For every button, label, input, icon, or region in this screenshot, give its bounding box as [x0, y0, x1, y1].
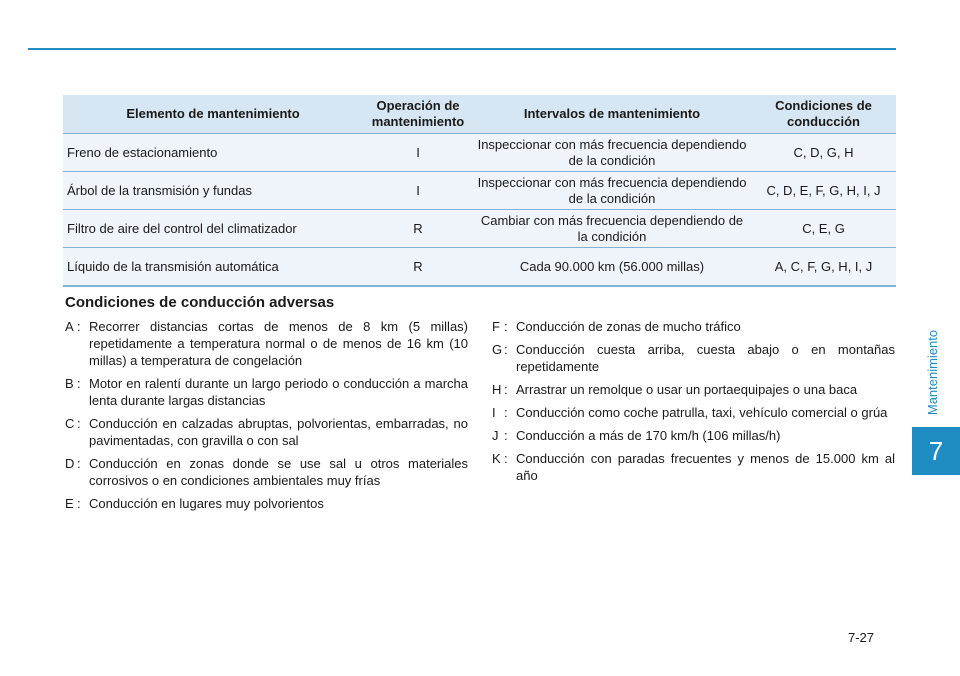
cell-interval: Cada 90.000 km (56.000 millas) [473, 248, 751, 287]
condition-text: Conducción como coche patrulla, taxi, vehículo comercial o grúa [516, 405, 888, 420]
cell-operation: I [363, 134, 473, 172]
cell-conditions: C, D, G, H [751, 134, 896, 172]
cell-operation: R [363, 210, 473, 248]
table-row [63, 134, 896, 172]
header-operation: Operación de mantenimiento [363, 95, 473, 134]
maintenance-table [63, 95, 896, 287]
condition-letter: E [65, 496, 74, 511]
cell-conditions: A, C, F, G, H, I, J [751, 248, 896, 287]
cell-conditions: C, D, E, F, G, H, I, J [751, 172, 896, 210]
cell-operation: I [363, 172, 473, 210]
top-divider [28, 48, 896, 50]
condition-text: Recorrer distancias cortas de menos de 8 km (5 millas) repetidamente a temperatura normal o de menos de 16 km (10 millas) a temperatura de congelación [89, 319, 468, 368]
chapter-tab [912, 427, 960, 475]
table-row [63, 210, 896, 248]
list-item: F : Conducción de zonas de mucho tráfico [492, 318, 895, 335]
condition-text: Conducción en zonas donde se use sal u otros materiales corrosivos o en condiciones ambientales muy frías [89, 456, 468, 488]
table-row [63, 172, 896, 210]
condition-text: Conducción en lugares muy polvorientos [89, 496, 324, 511]
cell-interval: Inspeccionar con más frecuencia dependiendo de la condición [473, 172, 751, 210]
condition-letter: B [65, 376, 74, 391]
list-item: J : Conducción a más de 170 km/h (106 millas/h) [492, 427, 895, 444]
condition-letter: G [492, 342, 503, 357]
list-item: K : Conducción con paradas frecuentes y menos de 15.000 km al año [492, 451, 895, 483]
condition-text: Conducción en calzadas abruptas, polvorientas, embarradas, no pavimentadas, con gravilla o con sal [89, 416, 468, 448]
condition-letter: A [65, 319, 74, 334]
cell-interval: Inspeccionar con más frecuencia dependiendo de la condición [473, 134, 751, 172]
condition-text: Arrastrar un remolque o usar un portaequipajes o una baca [516, 382, 858, 397]
list-item: E : Conducción en lugares muy polvorientos [65, 495, 468, 512]
condition-letter: C [65, 416, 75, 431]
condition-letter: D [65, 456, 75, 471]
condition-letter: I [492, 405, 496, 420]
table-header-row [63, 95, 896, 134]
cell-conditions: C, E, G [751, 210, 896, 248]
list-item: B : Motor en ralentí durante un largo periodo o conducción a marcha lenta durante largas distancias [65, 376, 468, 408]
condition-text: Motor en ralentí durante un largo periodo o conducción a marcha lenta durante largas distancias [89, 376, 468, 408]
cell-item: Líquido de la transmisión automática [63, 248, 363, 287]
cell-interval: Cambiar con más frecuencia dependiendo de la condición [473, 210, 751, 248]
condition-text: Conducción a más de 170 km/h (106 millas/h) [516, 428, 781, 443]
list-item: G : Conducción cuesta arriba, cuesta abajo o en montañas repetidamente [492, 342, 895, 374]
chapter-number: 7 [928, 435, 944, 466]
header-conditions: Condiciones de conducción [751, 95, 896, 134]
condition-text: Conducción cuesta arriba, cuesta abajo o en montañas repetidamente [516, 342, 895, 374]
condition-letter: K [492, 451, 501, 466]
cell-item: Árbol de la transmisión y fundas [63, 172, 363, 210]
conditions-list-right [492, 318, 895, 490]
condition-letter: F [492, 319, 500, 334]
conditions-title: Condiciones de conducción adversas [65, 294, 335, 311]
list-item: I : Conducción como coche patrulla, taxi, vehículo comercial o grúa [492, 404, 895, 421]
list-item: H : Arrastrar un remolque o usar un portaequipajes o una baca [492, 381, 895, 398]
list-item: D : Conducción en zonas donde se use sal u otros materiales corrosivos o en condiciones ambientales muy frías [65, 456, 468, 488]
conditions-list-left [65, 318, 468, 518]
cell-operation: R [363, 248, 473, 287]
table-row [63, 248, 896, 287]
list-item: C : Conducción en calzadas abruptas, polvorientas, embarradas, no pavimentadas, con gravilla o con sal [65, 416, 468, 448]
condition-text: Conducción con paradas frecuentes y menos de 15.000 km al año [516, 451, 895, 483]
condition-letter: J [492, 428, 499, 443]
header-intervals: Intervalos de mantenimiento [473, 95, 751, 134]
condition-letter: H [492, 382, 502, 397]
cell-item: Freno de estacionamiento [63, 134, 363, 172]
page-number: 7-27 [848, 630, 875, 645]
chapter-side-label: Mantenimiento [925, 329, 941, 415]
header-item: Elemento de mantenimiento [63, 95, 363, 134]
cell-item: Filtro de aire del control del climatizador [63, 210, 363, 248]
list-item: A : Recorrer distancias cortas de menos de 8 km (5 millas) repetidamente a temperatura normal o de menos de 16 km (10 millas) a temperatura de congelación [65, 319, 468, 368]
condition-text: Conducción de zonas de mucho tráfico [516, 319, 741, 334]
